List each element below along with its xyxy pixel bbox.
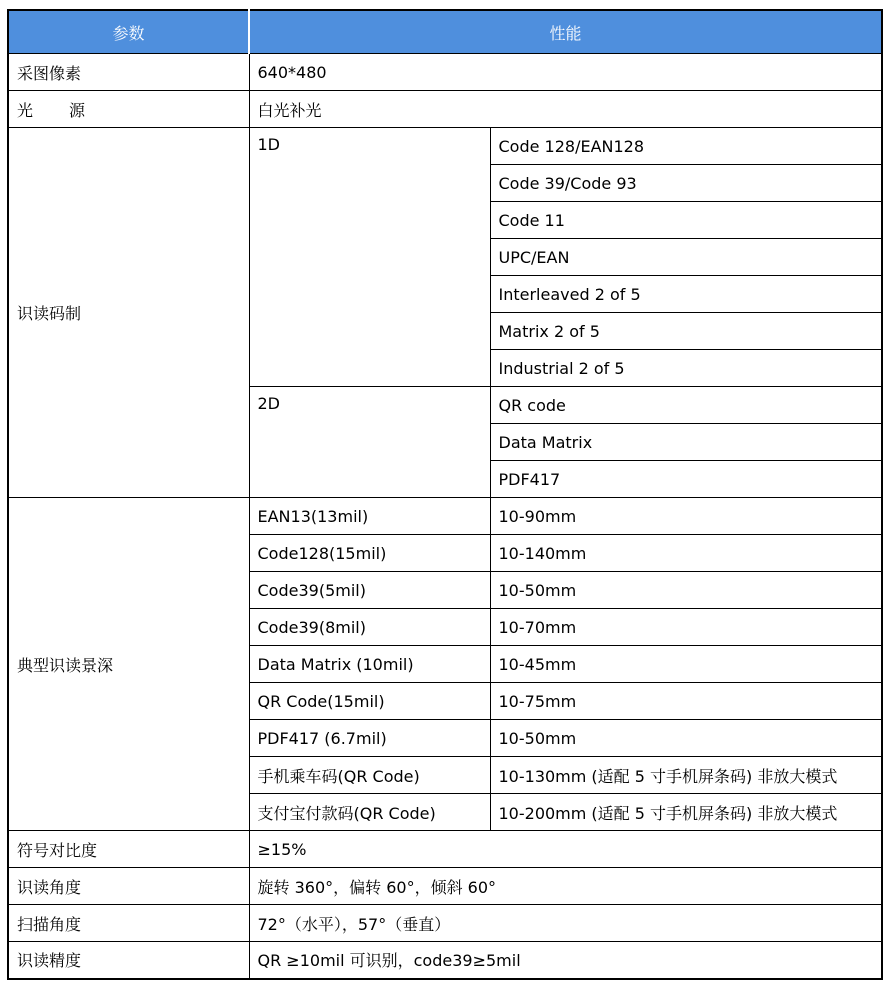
symbology-1d-item: UPC/EAN (490, 239, 882, 276)
header-row (8, 10, 882, 54)
row-pixels (8, 54, 882, 91)
symbology-1d-item: Code 128/EAN128 (490, 128, 882, 165)
symbology-1d-item: Industrial 2 of 5 (490, 350, 882, 387)
depth-range: 10-45mm (490, 646, 882, 683)
depth-range: 10-130mm (适配 5 寸手机屏条码) 非放大模式 (490, 757, 882, 794)
depth-code: 支付宝付款码(QR Code) (249, 794, 490, 831)
header-param: 参数 (8, 10, 249, 54)
depth-code: Code128(15mil) (249, 535, 490, 572)
depth-code: 手机乘车码(QR Code) (249, 757, 490, 794)
label-precision: 识读精度 (8, 942, 249, 979)
row-read-angle (8, 868, 882, 905)
row-precision (8, 942, 882, 979)
depth-code: Code39(5mil) (249, 572, 490, 609)
depth-range: 10-50mm (490, 572, 882, 609)
row-depth (8, 498, 882, 535)
depth-range: 10-200mm (适配 5 寸手机屏条码) 非放大模式 (490, 794, 882, 831)
symbology-1d-item: Code 39/Code 93 (490, 165, 882, 202)
symbology-1d-item: Code 11 (490, 202, 882, 239)
depth-range: 10-140mm (490, 535, 882, 572)
depth-code: Code39(8mil) (249, 609, 490, 646)
row-scan-angle (8, 905, 882, 942)
depth-code: EAN13(13mil) (249, 498, 490, 535)
value-light-source: 白光补光 (249, 91, 882, 128)
value-scan-angle: 72°（水平），57°（垂直） (249, 905, 882, 942)
value-pixels: 640*480 (249, 54, 882, 91)
label-light-source-a: 光 (17, 100, 34, 120)
depth-code: Data Matrix (10mil) (249, 646, 490, 683)
label-light-source-b: 源 (69, 100, 86, 120)
symbology-1d-item: Matrix 2 of 5 (490, 313, 882, 350)
symbology-2d-item: PDF417 (490, 461, 882, 498)
symbology-2d-item: QR code (490, 387, 882, 424)
symbology-1d-item: Interleaved 2 of 5 (490, 276, 882, 313)
value-precision: QR ≥10mil 可识别，code39≥5mil (249, 942, 882, 979)
label-pixels: 采图像素 (8, 54, 249, 91)
value-contrast: ≥15% (249, 831, 882, 868)
row-symbology (8, 128, 882, 165)
label-read-angle: 识读角度 (8, 868, 249, 905)
depth-range: 10-70mm (490, 609, 882, 646)
row-contrast (8, 831, 882, 868)
label-contrast: 符号对比度 (8, 831, 249, 868)
symbology-2d-item: Data Matrix (490, 424, 882, 461)
label-light-source (8, 91, 249, 128)
value-read-angle: 旋转 360°，偏转 60°，倾斜 60° (249, 868, 882, 905)
depth-range: 10-75mm (490, 683, 882, 720)
header-performance: 性能 (249, 10, 882, 54)
label-scan-angle: 扫描角度 (8, 905, 249, 942)
spec-table (7, 9, 883, 980)
group-2d-label: 2D (249, 387, 490, 498)
depth-code: PDF417 (6.7mil) (249, 720, 490, 757)
group-1d-label: 1D (249, 128, 490, 387)
label-symbologies: 识读码制 (8, 128, 249, 498)
depth-range: 10-50mm (490, 720, 882, 757)
row-light-source (8, 91, 882, 128)
depth-code: QR Code(15mil) (249, 683, 490, 720)
label-depth-of-field: 典型识读景深 (8, 498, 249, 831)
depth-range: 10-90mm (490, 498, 882, 535)
